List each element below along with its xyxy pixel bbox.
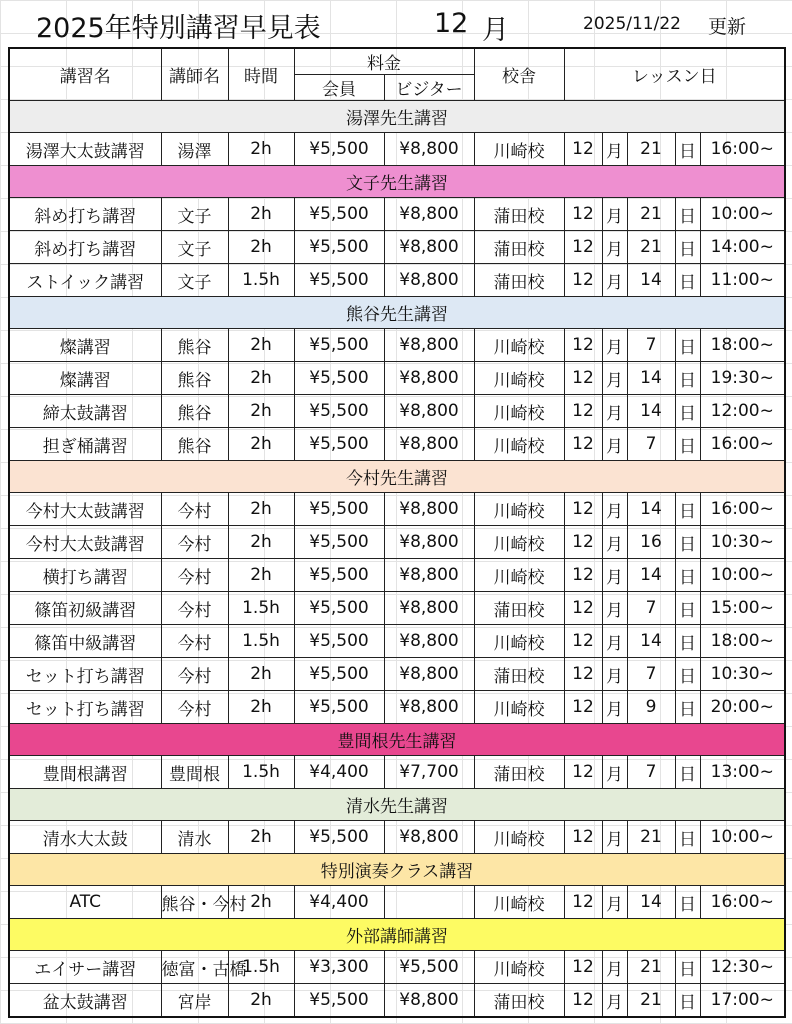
lesson-day-number: 14 (627, 625, 675, 658)
table-row (9, 886, 785, 919)
month-label: 月 (602, 493, 627, 526)
month-label: 月 (602, 231, 627, 264)
col-header-member: 会員 (294, 75, 384, 101)
day-label: 日 (675, 133, 700, 166)
teacher-name: 今村 (161, 493, 228, 526)
teacher-name: 熊谷 (161, 395, 228, 428)
day-label: 日 (675, 625, 700, 658)
section-title: 特別演奏クラス講習 (9, 854, 785, 886)
lesson-day-number: 7 (627, 329, 675, 362)
month-label: 月 (602, 559, 627, 592)
table-row (9, 526, 785, 559)
duration: 2h (228, 329, 294, 362)
course-name: ATC (9, 886, 161, 919)
school-name: 川崎校 (474, 362, 564, 395)
col-header-fee: 料金 (294, 48, 474, 75)
course-name: 豊間根講習 (9, 756, 161, 789)
duration: 2h (228, 526, 294, 559)
start-time: 10:00~ (700, 198, 785, 231)
visitor-fee: ¥8,800 (384, 526, 474, 559)
table-row (9, 691, 785, 724)
start-time: 10:30~ (700, 658, 785, 691)
lesson-day-number: 14 (627, 264, 675, 297)
duration: 2h (228, 984, 294, 1018)
course-name: 篠笛中級講習 (9, 625, 161, 658)
course-name: 斜め打ち講習 (9, 231, 161, 264)
duration: 1.5h (228, 264, 294, 297)
member-fee: ¥5,500 (294, 625, 384, 658)
course-name: 横打ち講習 (9, 559, 161, 592)
course-name: 今村大太鼓講習 (9, 493, 161, 526)
month-number: 12 (434, 8, 469, 39)
section-header (9, 724, 785, 756)
day-label: 日 (675, 821, 700, 854)
course-name: 湯澤大太鼓講習 (9, 133, 161, 166)
lesson-day-number: 7 (627, 428, 675, 461)
duration: 2h (228, 658, 294, 691)
teacher-name: 今村 (161, 559, 228, 592)
section-title: 文子先生講習 (9, 166, 785, 198)
course-name: 燦講習 (9, 362, 161, 395)
course-name: ストイック講習 (9, 264, 161, 297)
school-name: 蒲田校 (474, 984, 564, 1018)
visitor-fee: ¥8,800 (384, 198, 474, 231)
teacher-name: 熊谷・今村 (161, 886, 228, 919)
updated-label: 更新 (708, 16, 747, 38)
lesson-day-number: 14 (627, 559, 675, 592)
month-label: 月 (602, 951, 627, 984)
visitor-fee: ¥8,800 (384, 625, 474, 658)
day-label: 日 (675, 691, 700, 724)
table-row (9, 951, 785, 984)
member-fee: ¥5,500 (294, 362, 384, 395)
lesson-month: 12 (564, 592, 602, 625)
month-label: 月 (602, 133, 627, 166)
member-fee: ¥5,500 (294, 821, 384, 854)
course-name: 斜め打ち講習 (9, 198, 161, 231)
lesson-month: 12 (564, 658, 602, 691)
month-label: 月 (602, 658, 627, 691)
lesson-day-number: 9 (627, 691, 675, 724)
section-title: 熊谷先生講習 (9, 297, 785, 329)
month-label: 月 (602, 886, 627, 919)
visitor-fee: ¥8,800 (384, 395, 474, 428)
lesson-month: 12 (564, 264, 602, 297)
table-row (9, 395, 785, 428)
lesson-month: 12 (564, 428, 602, 461)
day-label: 日 (675, 264, 700, 297)
day-label: 日 (675, 329, 700, 362)
start-time: 17:00~ (700, 984, 785, 1018)
start-time: 18:00~ (700, 329, 785, 362)
member-fee: ¥5,500 (294, 395, 384, 428)
day-label: 日 (675, 428, 700, 461)
start-time: 11:00~ (700, 264, 785, 297)
member-fee: ¥5,500 (294, 133, 384, 166)
title-bar (0, 0, 792, 46)
section-title: 清水先生講習 (9, 789, 785, 821)
visitor-fee: ¥8,800 (384, 493, 474, 526)
lesson-day-number: 14 (627, 395, 675, 428)
school-name: 川崎校 (474, 691, 564, 724)
table-row (9, 428, 785, 461)
course-name: 担ぎ桶講習 (9, 428, 161, 461)
member-fee: ¥4,400 (294, 886, 384, 919)
table-row (9, 592, 785, 625)
teacher-name: 豊間根 (161, 756, 228, 789)
table-row (9, 231, 785, 264)
start-time: 15:00~ (700, 592, 785, 625)
month-label: 月 (602, 428, 627, 461)
school-name: 蒲田校 (474, 658, 564, 691)
month-label: 月 (602, 395, 627, 428)
teacher-name: 宮岸 (161, 984, 228, 1018)
day-label: 日 (675, 592, 700, 625)
start-time: 18:00~ (700, 625, 785, 658)
section-header (9, 919, 785, 951)
teacher-name: 湯澤 (161, 133, 228, 166)
member-fee: ¥5,500 (294, 526, 384, 559)
start-time: 14:00~ (700, 231, 785, 264)
table-row (9, 362, 785, 395)
month-label: 月 (602, 264, 627, 297)
course-name: エイサー講習 (9, 951, 161, 984)
teacher-name: 熊谷 (161, 428, 228, 461)
duration: 2h (228, 691, 294, 724)
start-time: 16:00~ (700, 133, 785, 166)
start-time: 13:00~ (700, 756, 785, 789)
lesson-month: 12 (564, 329, 602, 362)
start-time: 16:00~ (700, 493, 785, 526)
duration: 2h (228, 559, 294, 592)
teacher-name: 今村 (161, 625, 228, 658)
visitor-fee: ¥8,800 (384, 984, 474, 1018)
section-header (9, 789, 785, 821)
lesson-month: 12 (564, 821, 602, 854)
visitor-fee: ¥8,800 (384, 231, 474, 264)
day-label: 日 (675, 886, 700, 919)
lesson-day-number: 21 (627, 198, 675, 231)
lesson-day-number: 14 (627, 493, 675, 526)
member-fee: ¥5,500 (294, 493, 384, 526)
section-title: 豊間根先生講習 (9, 724, 785, 756)
table-row (9, 264, 785, 297)
duration: 1.5h (228, 625, 294, 658)
course-name: 燦講習 (9, 329, 161, 362)
course-name: 盆太鼓講習 (9, 984, 161, 1018)
teacher-name: 徳富・古橋 (161, 951, 228, 984)
start-time: 19:30~ (700, 362, 785, 395)
day-label: 日 (675, 756, 700, 789)
member-fee: ¥3,300 (294, 951, 384, 984)
member-fee: ¥5,500 (294, 691, 384, 724)
update-date: 2025/11/22 (583, 14, 681, 34)
lesson-day-number: 7 (627, 658, 675, 691)
school-name: 川崎校 (474, 625, 564, 658)
teacher-name: 清水 (161, 821, 228, 854)
course-name: 締太鼓講習 (9, 395, 161, 428)
member-fee: ¥5,500 (294, 231, 384, 264)
course-name: 清水大太鼓 (9, 821, 161, 854)
school-name: 川崎校 (474, 526, 564, 559)
teacher-name: 熊谷 (161, 329, 228, 362)
lesson-month: 12 (564, 756, 602, 789)
table-row (9, 329, 785, 362)
teacher-name: 今村 (161, 658, 228, 691)
col-header-name: 講習名 (9, 48, 161, 101)
visitor-fee (384, 886, 474, 919)
lesson-month: 12 (564, 198, 602, 231)
day-label: 日 (675, 658, 700, 691)
section-title: 湯澤先生講習 (9, 101, 785, 133)
duration: 2h (228, 395, 294, 428)
lesson-month: 12 (564, 362, 602, 395)
course-name: 今村大太鼓講習 (9, 526, 161, 559)
member-fee: ¥5,500 (294, 198, 384, 231)
teacher-name: 今村 (161, 691, 228, 724)
lesson-day-number: 21 (627, 821, 675, 854)
school-name: 川崎校 (474, 133, 564, 166)
teacher-name: 文子 (161, 198, 228, 231)
col-header-teacher: 講師名 (161, 48, 228, 101)
visitor-fee: ¥7,700 (384, 756, 474, 789)
table-row (9, 559, 785, 592)
school-name: 川崎校 (474, 395, 564, 428)
visitor-fee: ¥8,800 (384, 821, 474, 854)
member-fee: ¥5,500 (294, 428, 384, 461)
duration: 2h (228, 198, 294, 231)
start-time: 16:00~ (700, 886, 785, 919)
teacher-name: 今村 (161, 592, 228, 625)
section-header (9, 297, 785, 329)
month-label: 月 (602, 625, 627, 658)
course-name: 篠笛初級講習 (9, 592, 161, 625)
school-name: 蒲田校 (474, 231, 564, 264)
section-title: 外部講師講習 (9, 919, 785, 951)
month-label: 月 (602, 592, 627, 625)
duration: 2h (228, 133, 294, 166)
month-unit: 月 (482, 15, 509, 46)
section-header (9, 461, 785, 493)
table-row (9, 133, 785, 166)
lesson-day-number: 21 (627, 951, 675, 984)
start-time: 16:00~ (700, 428, 785, 461)
visitor-fee: ¥8,800 (384, 264, 474, 297)
visitor-fee: ¥8,800 (384, 428, 474, 461)
lesson-month: 12 (564, 493, 602, 526)
section-header (9, 101, 785, 133)
visitor-fee: ¥8,800 (384, 658, 474, 691)
school-name: 蒲田校 (474, 592, 564, 625)
lesson-month: 12 (564, 984, 602, 1018)
teacher-name: 文子 (161, 264, 228, 297)
table-row (9, 198, 785, 231)
lesson-month: 12 (564, 886, 602, 919)
col-header-visitor: ビジター (384, 75, 474, 101)
duration: 2h (228, 493, 294, 526)
teacher-name: 今村 (161, 526, 228, 559)
start-time: 12:00~ (700, 395, 785, 428)
visitor-fee: ¥8,800 (384, 362, 474, 395)
school-name: 蒲田校 (474, 198, 564, 231)
lesson-day-number: 16 (627, 526, 675, 559)
month-label: 月 (602, 691, 627, 724)
start-time: 12:30~ (700, 951, 785, 984)
school-name: 川崎校 (474, 886, 564, 919)
member-fee: ¥5,500 (294, 984, 384, 1018)
school-name: 川崎校 (474, 821, 564, 854)
lesson-day-number: 7 (627, 756, 675, 789)
month-label: 月 (602, 984, 627, 1018)
visitor-fee: ¥5,500 (384, 951, 474, 984)
section-header (9, 166, 785, 198)
member-fee: ¥5,500 (294, 658, 384, 691)
month-label: 月 (602, 329, 627, 362)
lesson-day-number: 21 (627, 984, 675, 1018)
table-row (9, 658, 785, 691)
duration: 1.5h (228, 592, 294, 625)
duration: 2h (228, 428, 294, 461)
section-title: 今村先生講習 (9, 461, 785, 493)
day-label: 日 (675, 198, 700, 231)
duration: 2h (228, 821, 294, 854)
duration: 2h (228, 231, 294, 264)
course-name: セット打ち講習 (9, 658, 161, 691)
lesson-month: 12 (564, 559, 602, 592)
day-label: 日 (675, 362, 700, 395)
lesson-day-number: 7 (627, 592, 675, 625)
page-title: 2025年特別講習早見表 (36, 13, 321, 44)
school-name: 川崎校 (474, 951, 564, 984)
visitor-fee: ¥8,800 (384, 592, 474, 625)
table-row (9, 821, 785, 854)
table-body (9, 48, 785, 1017)
lesson-day-number: 21 (627, 231, 675, 264)
table-row (9, 625, 785, 658)
month-label: 月 (602, 756, 627, 789)
lesson-month: 12 (564, 231, 602, 264)
member-fee: ¥5,500 (294, 264, 384, 297)
school-name: 川崎校 (474, 428, 564, 461)
teacher-name: 文子 (161, 231, 228, 264)
lesson-day-number: 21 (627, 133, 675, 166)
month-label: 月 (602, 198, 627, 231)
col-header-lesson-day: レッスン日 (564, 48, 785, 101)
duration: 1.5h (228, 951, 294, 984)
member-fee: ¥5,500 (294, 329, 384, 362)
month-label: 月 (602, 821, 627, 854)
lesson-month: 12 (564, 951, 602, 984)
member-fee: ¥5,500 (294, 559, 384, 592)
duration: 2h (228, 362, 294, 395)
month-label: 月 (602, 362, 627, 395)
visitor-fee: ¥8,800 (384, 559, 474, 592)
visitor-fee: ¥8,800 (384, 691, 474, 724)
member-fee: ¥5,500 (294, 592, 384, 625)
day-label: 日 (675, 395, 700, 428)
start-time: 10:00~ (700, 559, 785, 592)
lesson-day-number: 14 (627, 886, 675, 919)
section-header (9, 854, 785, 886)
school-name: 蒲田校 (474, 264, 564, 297)
lesson-month: 12 (564, 133, 602, 166)
day-label: 日 (675, 984, 700, 1018)
day-label: 日 (675, 231, 700, 264)
school-name: 川崎校 (474, 493, 564, 526)
day-label: 日 (675, 559, 700, 592)
duration: 2h (228, 886, 294, 919)
day-label: 日 (675, 493, 700, 526)
member-fee: ¥4,400 (294, 756, 384, 789)
lesson-day-number: 14 (627, 362, 675, 395)
lesson-month: 12 (564, 691, 602, 724)
col-header-time: 時間 (228, 48, 294, 101)
table-row (9, 984, 785, 1018)
table-row (9, 756, 785, 789)
col-header-school: 校舎 (474, 48, 564, 101)
start-time: 10:00~ (700, 821, 785, 854)
course-name: セット打ち講習 (9, 691, 161, 724)
lesson-month: 12 (564, 625, 602, 658)
schedule-table (8, 47, 786, 1018)
duration: 1.5h (228, 756, 294, 789)
day-label: 日 (675, 951, 700, 984)
school-name: 川崎校 (474, 329, 564, 362)
header-row (9, 48, 785, 75)
visitor-fee: ¥8,800 (384, 329, 474, 362)
visitor-fee: ¥8,800 (384, 133, 474, 166)
start-time: 10:30~ (700, 526, 785, 559)
school-name: 蒲田校 (474, 756, 564, 789)
lesson-month: 12 (564, 395, 602, 428)
lesson-month: 12 (564, 526, 602, 559)
teacher-name: 熊谷 (161, 362, 228, 395)
day-label: 日 (675, 526, 700, 559)
school-name: 川崎校 (474, 559, 564, 592)
month-label: 月 (602, 526, 627, 559)
start-time: 20:00~ (700, 691, 785, 724)
table-row (9, 493, 785, 526)
